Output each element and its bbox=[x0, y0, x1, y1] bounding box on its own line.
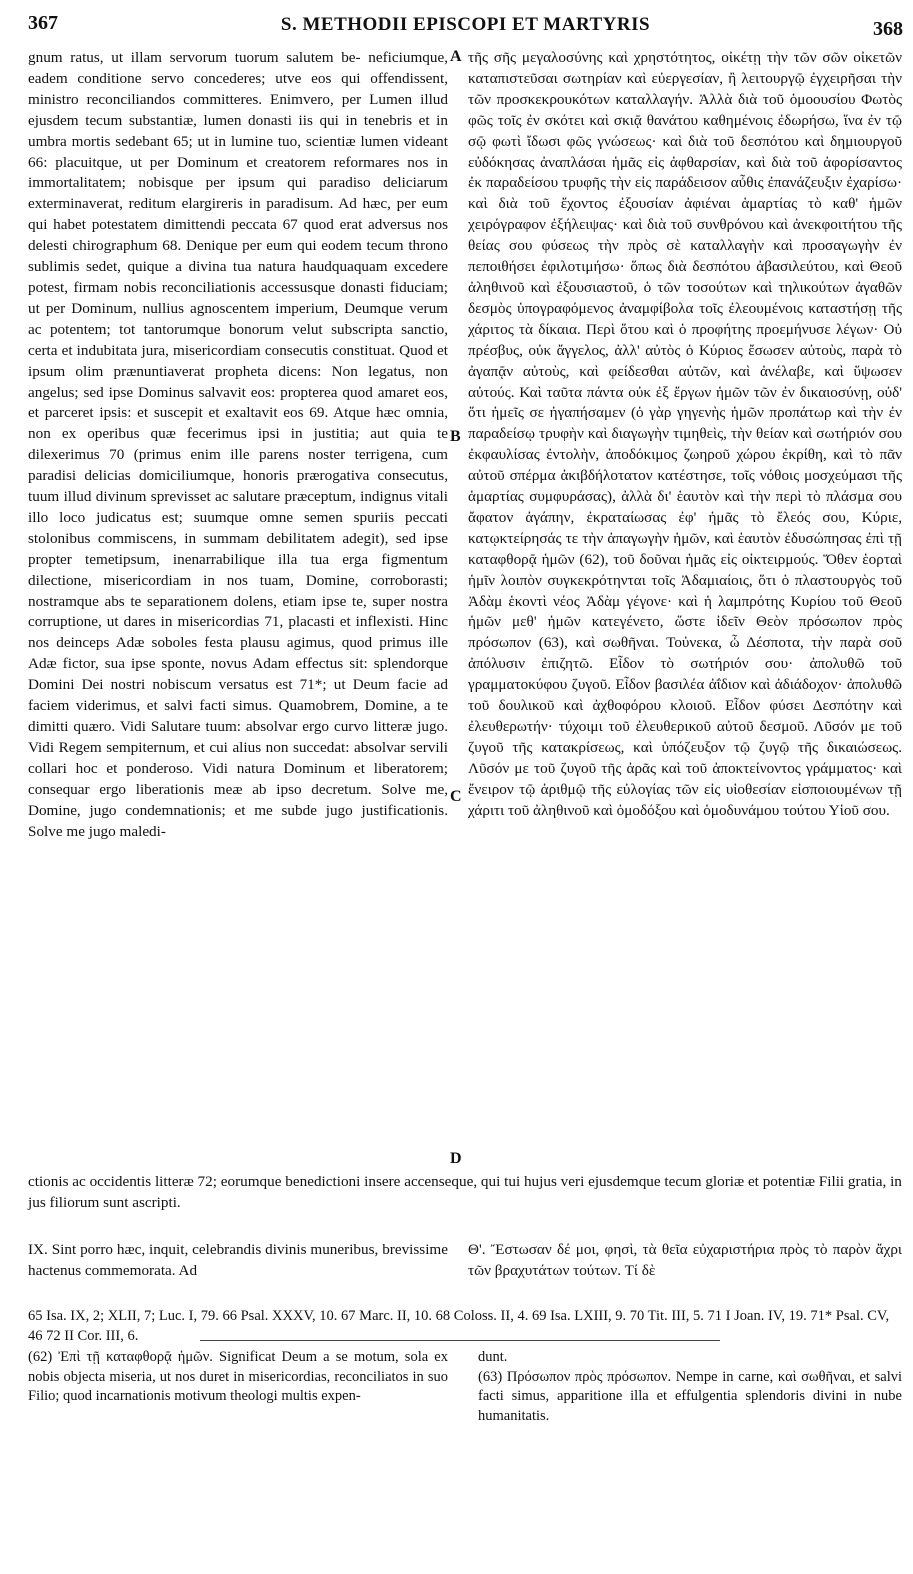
margin-marker-b: B bbox=[450, 428, 461, 445]
latin-text: gnum ratus, ut illam servorum tuorum salutem be- neficiumque, eadem conditione servo concederes; utve eos qui offendissent, ministro reconciliandos committeres. Enimvero, per Lumen illud ejusdem tecum substantiæ, lumen donasti iis qui in tenebris et in umbra mortis sedebant 65; ut in lumine tuo, scientiæ lumen videant 66: placuitque, ut per Dominum et creatorem reformares nos in immortalitatem; nobisque per ipsum qui paradiso deliciarum exterminaverat, reditum elargireris in paradisum. Ad hæc, per eum qui habet potestatem dimittendi peccata 67 quod erat adversus nos delesti chirographum 68. Denique per eum qui eodem tecum throno sublimis sedet, quique a divina tua natura haudquaquam excedere potest, firmam nobis reconciliationis accessusque donasti fiduciam; ut per Dominum, nullius agnoscentem imperium, Deumque verum ac potentem; tot tantorumque bonorum velut subscripta sanctio, certa et indubitata jura, misericordiam consecutis constituat. Quod et ipsum olim prænuntiaverat propheta dicens: Non legatus, non angelus; sed ipse Dominus salvavit eos: propterea quod amaret eos, et parceret ipsis: et suscepit et exaltavit eos 69. Atque hæc omnia, non ex operibus quæ fecerimus ipsi in justitia; aut quia te dilexerimus 70 (primus enim ille parens noster terrigena, cum paradisi delicias domiciliumque, honoris prærogativa consecutus, tuum illud divinum sprevisset ac salutare præceptum, indignus vitali illo loco judicatus est; suumque omne semen spuriis peccati stolonibus commiscens, in summam debilitatem adegit), sed ipse propter temetipsum, inenarrabilique illa tua erga figmentum dilectione, misericordiam in nos tuam, Domine, corroborasti; nostramque abs te separationem dolens, etiam ipse te, super nostra corruptione, ut dares in misericordias 71, placasti et inflexisti. Hinc nos deinceps Adæ soboles festa plausu agimus, quod primus ille Adæ fictor, sua ipse sponte, novus Adam effectus sit: splendorque Domini Dei nostri nobiscum versatus est 71*; ut Deum facie ad faciem viderimus, et salvi facti simus. Quamobrem, Domine, a te dimitti quæro. Vidi Salutare tuum: absolvar ergo curvo litteræ jugo. Vidi Regem sempiternum, et cui alius non succedat: absolvar servili collari hoc et ponderoso. Vidi natura Dominum et liberatorem; consequar ergo liberationis meæ ab ipso decretum. Solve me, Domine, jugo condemnationis; et me subde jugo justificationis. Solve me jugo maledi- bbox=[28, 49, 448, 840]
margin-marker-d: D bbox=[450, 1150, 462, 1167]
section-ix-greek: Θ'. Ἔστωσαν δέ μοι, φησὶ, τὰ θεῖα εὐχαριστήρια πρὸς τὸ παρὸν ἄχρι τῶν βραχυτάτων τούτων. Τί δὲ bbox=[468, 1241, 902, 1279]
running-title: S. METHODII EPISCOPI ET MARTYRIS bbox=[280, 14, 651, 35]
divider-rule bbox=[200, 1340, 720, 1341]
footnote-63 bbox=[478, 1348, 902, 1426]
latin-continuation: ctionis ac occidentis litteræ 72; eorumque benedictioni insere accenseque, qui tui hujus veri ejusdemque tecum gloriæ et potentiæ Filii gratia, in jus filiorum sunt ascripti. bbox=[28, 1173, 902, 1211]
margin-marker-a: A bbox=[450, 48, 462, 65]
footnote-62 bbox=[28, 1348, 448, 1407]
margin-marker-c: C bbox=[450, 788, 462, 805]
section-ix-latin: IX. Sint porro hæc, inquit, celebrandis divinis muneribus, brevissime hactenus commemorata. Ad bbox=[28, 1241, 448, 1279]
page-number-right: 368 bbox=[873, 18, 903, 40]
footnote-63-text: (63) Πρόσωπον πρὸς πρόσωπον. Nempe in carne, καὶ σωθῆναι, et salvi facti simus, apparitione illa et effulgentia splendoris divini in nube humanitatis. bbox=[478, 1368, 902, 1424]
page-number-left: 367 bbox=[28, 12, 58, 34]
page-header bbox=[28, 8, 903, 38]
greek-column bbox=[468, 48, 902, 822]
footnote-62-text: (62) Ἐπὶ τῇ καταφθορᾷ ἡμῶν. Significat Deum a se motum, sola ex nobis objecta miseria, ut nos duret in misericordias, reconciliatos in suo Filio; quod incarnationis motivum theologi multis expen- bbox=[28, 1349, 448, 1404]
latin-column bbox=[28, 48, 448, 842]
references-text: 65 Isa. IX, 2; XLII, 7; Luc. I, 79. 66 Psal. XXXV, 10. 67 Marc. II, 10. 68 Coloss. II, 4. 69 Isa. LXIII, 9. 70 Tit. III, 5. 71 I Joan. IV, 19. 71* Psal. CV, 46 72 II Cor. III, 6. bbox=[28, 1308, 890, 1344]
footnote-62-end: dunt. bbox=[478, 1349, 508, 1365]
greek-text: τῆς σῆς μεγαλοσύνης καὶ χρηστότητος, οἰκέτῃ τὴν τῶν σῶν οἰκετῶν καταπιστεῦσαι σωτηρίαν καὶ εὐεργεσίαν, ἢ λειτουργῷ ἐγχειρῆσαι τὴν τῶν προσκεκρουκότων καταλλαγήν. Ἀλλὰ διὰ τοῦ ὁμοουσίου Φωτὸς φῶς τοῖς ἐν σκότει καὶ σκιᾷ θανάτου καθημένοις ἐδωρήσω, ἵνα ἐν τῷ σῷ φωτὶ ἴδωσι φῶς γνώσεως· καὶ διὰ τοῦ δεσπότου καὶ δημιουργοῦ εὐδόκησας ἀναπλάσαι ἡμᾶς εἰς ἀφθαρσίαν, καὶ διὰ τοῦ ἀφορίσαντος ἐκ παραδείσου τρυφῆς τὴν εἰς παράδεισον αὖθις ἐπανάζευξιν ἐχαρίσω· καὶ διὰ τοῦ ἔχοντος ἐξουσίαν ἀφιέναι ἁμαρτίας τὸ καθ' ἡμῶν χειρόγραφον ἐξήλειψας· καὶ διὰ τοῦ συνθρόνου καὶ ἀνεκφοιτήτου τῆς θείας σου φύσεως τὴν πρὸς σὲ καταλλαγὴν καὶ προσαγωγὴν ἐν πεποιθήσει ἐφιλοτιμήσω· ὅπως διὰ δεσπότου ἀβασιλεύτου, καὶ Θεοῦ ἀληθινοῦ καὶ ἐξουσιαστοῦ, ὁ τῶν τοσούτων καὶ τηλικούτων ἀγαθῶν δεσμὸς ὑπογραφόμενος ἀναμφίβολα τοῖς ἐλεουμένοις καταστήσῃ τῆς χάριτος τὰ δίκαια. Περὶ ὅτου καὶ ὁ προφήτης προεμήνυσε λέγων· Οὐ πρέσβυς, οὐκ ἄγγελος, ἀλλ' αὐτὸς ὁ Κύριος ἔσωσεν αὐτοὺς, παρὰ τὸ ἀγαπᾷν αὐτοὺς, καὶ φείδεσθαι αὐτῶν, καὶ ἀνέλαβε, καὶ ὕψωσεν αὐτούς. Καὶ ταῦτα πάντα οὐκ ἐξ ἔργων ἡμῶν τῶν ἐν δικαιοσύνῃ, οὐδ' ὅτι ἡμεῖς σε ἠγαπήσαμεν (ὁ γὰρ γηγενὴς ἡμῶν προπάτωρ καὶ τὴν ἐν παραδείσῳ τρυφὴν καὶ διαγωγὴν τιμηθεὶς, τὴν θείαν καὶ σωτήριόν σου ἐκφαυλίσας ἐντολὴν, ἀποδόκιμος ζωηροῦ χώρου ἐκρίθη, καὶ τὸ πᾶν αὐτοῦ σπέρμα ἀκιβδήλοτατον κατέστησε, τοῖς νόθοις μοσχεύμασι τῆς ἁμαρτίας συμφυράσας), ἀλλὰ δι' ἑαυτὸν καὶ τὴν περὶ τὸ πλάσμα σου ἄφατον ἀγάπην, ἐκραταίωσας ἐφ' ἡμᾶς τὸ ἔλεός σου, Κύριε, κατῳκτείρησάς τε τὴν ἀπαγωγὴν ἡμῶν, καὶ ἑαυτὸν ἐδυσώπησας ἐπὶ τῇ καταφθορᾷ ἡμῶν (62), τοῦ δοῦναι ἡμᾶς εἰς οἰκτειρμούς. Ὅθεν ἑορταὶ ἡμῖν λοιπὸν συγκεκρότηνται τοῖς Ἀδαμιαίοις, ὅτι ὁ πλαστουργὸς τοῦ Ἀδὰμ ἑκοντὶ νέος Ἀδὰμ γέγονε· καὶ ἡ λαμπρότης Κυρίου τοῦ Θεοῦ ἡμῶν μεθ' ἡμῶν κατεγένετο, ὥστε ἰδεῖν Θεὸν πρόσωπον πρὸς πρόσωπον (63), καὶ σωθῆναι. Τοὐνεκα, ὦ Δέσποτα, τὴν παρὰ σοῦ ἀπόλυσιν ἐπιζητῶ. Εἶδον τὸ σωτήριόν σου· ἀπολυθῶ τοῦ γραμματοκύφου ζυγοῦ. Εἶδον βασιλέα ἀΐδιον καὶ ἀδιάδοχον· ἀπολυθῶ τοῦ δουλικοῦ καὶ ἀχθοφόρου κλοιοῦ. Εἶδον φύσει Δεσπότην καὶ ἐλευθερωτήν· τύχοιμι τοῦ ἐλευθερικοῦ αὐτοῦ δεσμοῦ. Λῦσόν με τοῦ ζυγοῦ τῆς κατακρίσεως, καὶ ὑπόζευξον τῷ ζυγῷ τῆς δικαιώσεως. Λῦσόν με τοῦ ζυγοῦ τῆς ἀρᾶς καὶ τοῦ ἀποκτείνοντος γράμματος· καὶ ἔνειρον τῷ ἀριθμῷ τῆς εὐλογίας τῶν εἰς υἱοθεσίαν εἰσποιουμένων τῇ χάριτι τοῦ ἀληθινοῦ καὶ ὁμοδόξου καὶ ὁμοδυνάμου τούτου Υἱοῦ σου. bbox=[468, 49, 902, 819]
